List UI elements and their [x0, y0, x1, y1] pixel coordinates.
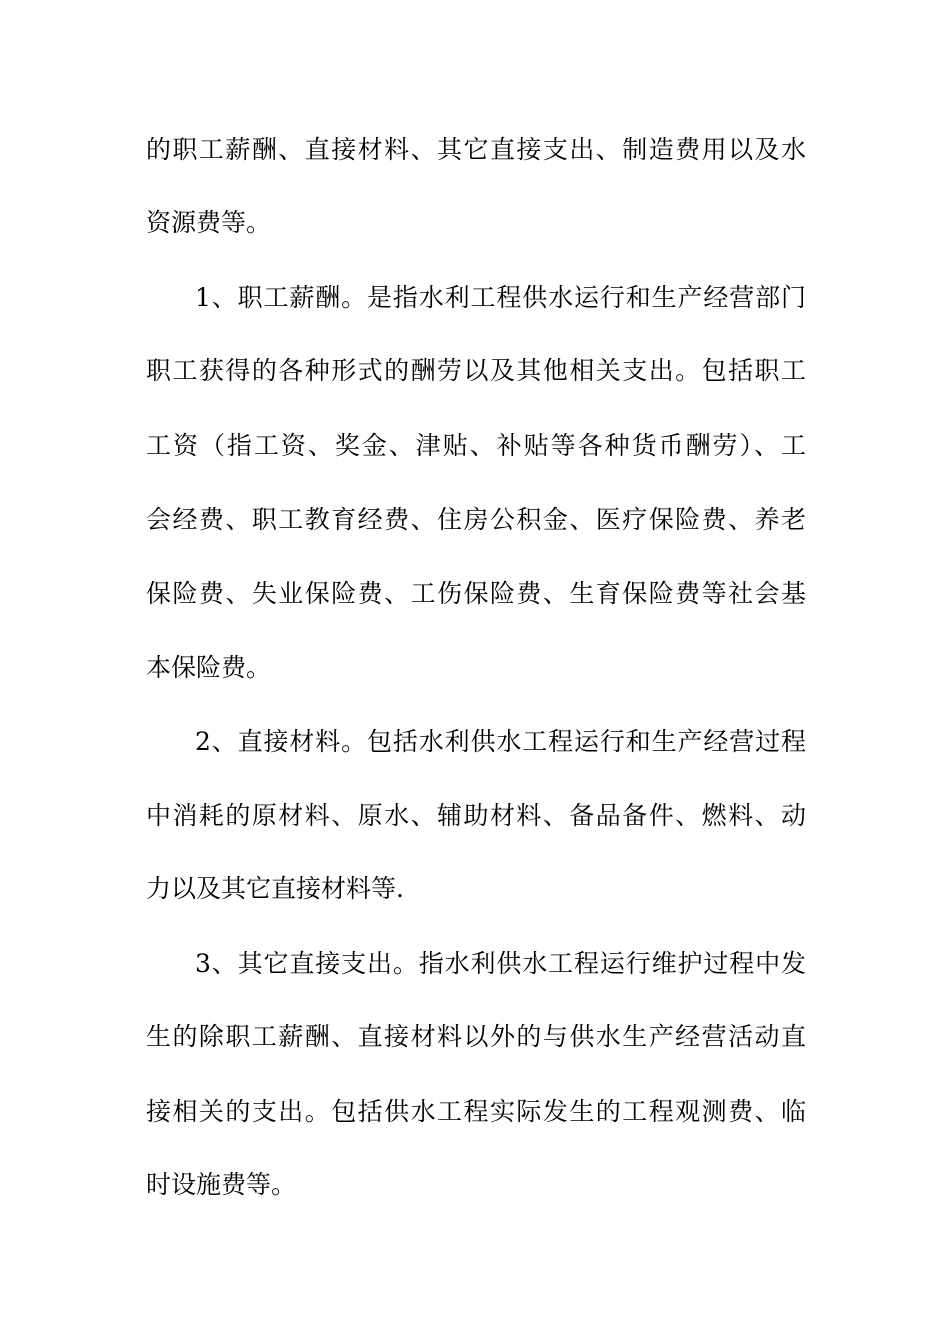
paragraph-1-heading-line: 1、职工薪酬。是指水利工程供水运行和生产经营部门 [195, 283, 806, 312]
text-line-10: 中消耗的原材料、原水、辅助材料、备品备件、燃料、动 [146, 801, 806, 830]
text-line-4: 职工获得的各种形式的酬劳以及其他相关支出。包括职工 [146, 356, 806, 385]
text-line-15: 时设施费等。 [146, 1170, 297, 1199]
text-line-8: 本保险费。 [146, 653, 272, 682]
text-line-6: 会经费、职工教育经费、住房公积金、医疗保险费、养老 [146, 505, 806, 534]
text-line-7: 保险费、失业保险费、工伤保险费、生育保险费等社会基 [146, 579, 806, 608]
paragraph-2-heading-line: 2、直接材料。包括水利供水工程运行和生产经营过程 [195, 727, 806, 756]
text-line-14: 接相关的支出。包括供水工程实际发生的工程观测费、临 [146, 1097, 806, 1126]
text-line-2: 资源费等。 [146, 208, 272, 237]
text-line-5: 工资（指工资、奖金、津贴、补贴等各种货币酬劳）、工 [146, 431, 806, 460]
paragraph-3-heading-line: 3、其它直接支出。指水利供水工程运行维护过程中发 [195, 949, 806, 978]
text-line-1: 的职工薪酬、直接材料、其它直接支出、制造费用以及水 [146, 135, 806, 164]
text-line-11: 力以及其它直接材料等. [146, 874, 404, 903]
text-line-13: 生的除职工薪酬、直接材料以外的与供水生产经营活动直 [146, 1022, 806, 1051]
